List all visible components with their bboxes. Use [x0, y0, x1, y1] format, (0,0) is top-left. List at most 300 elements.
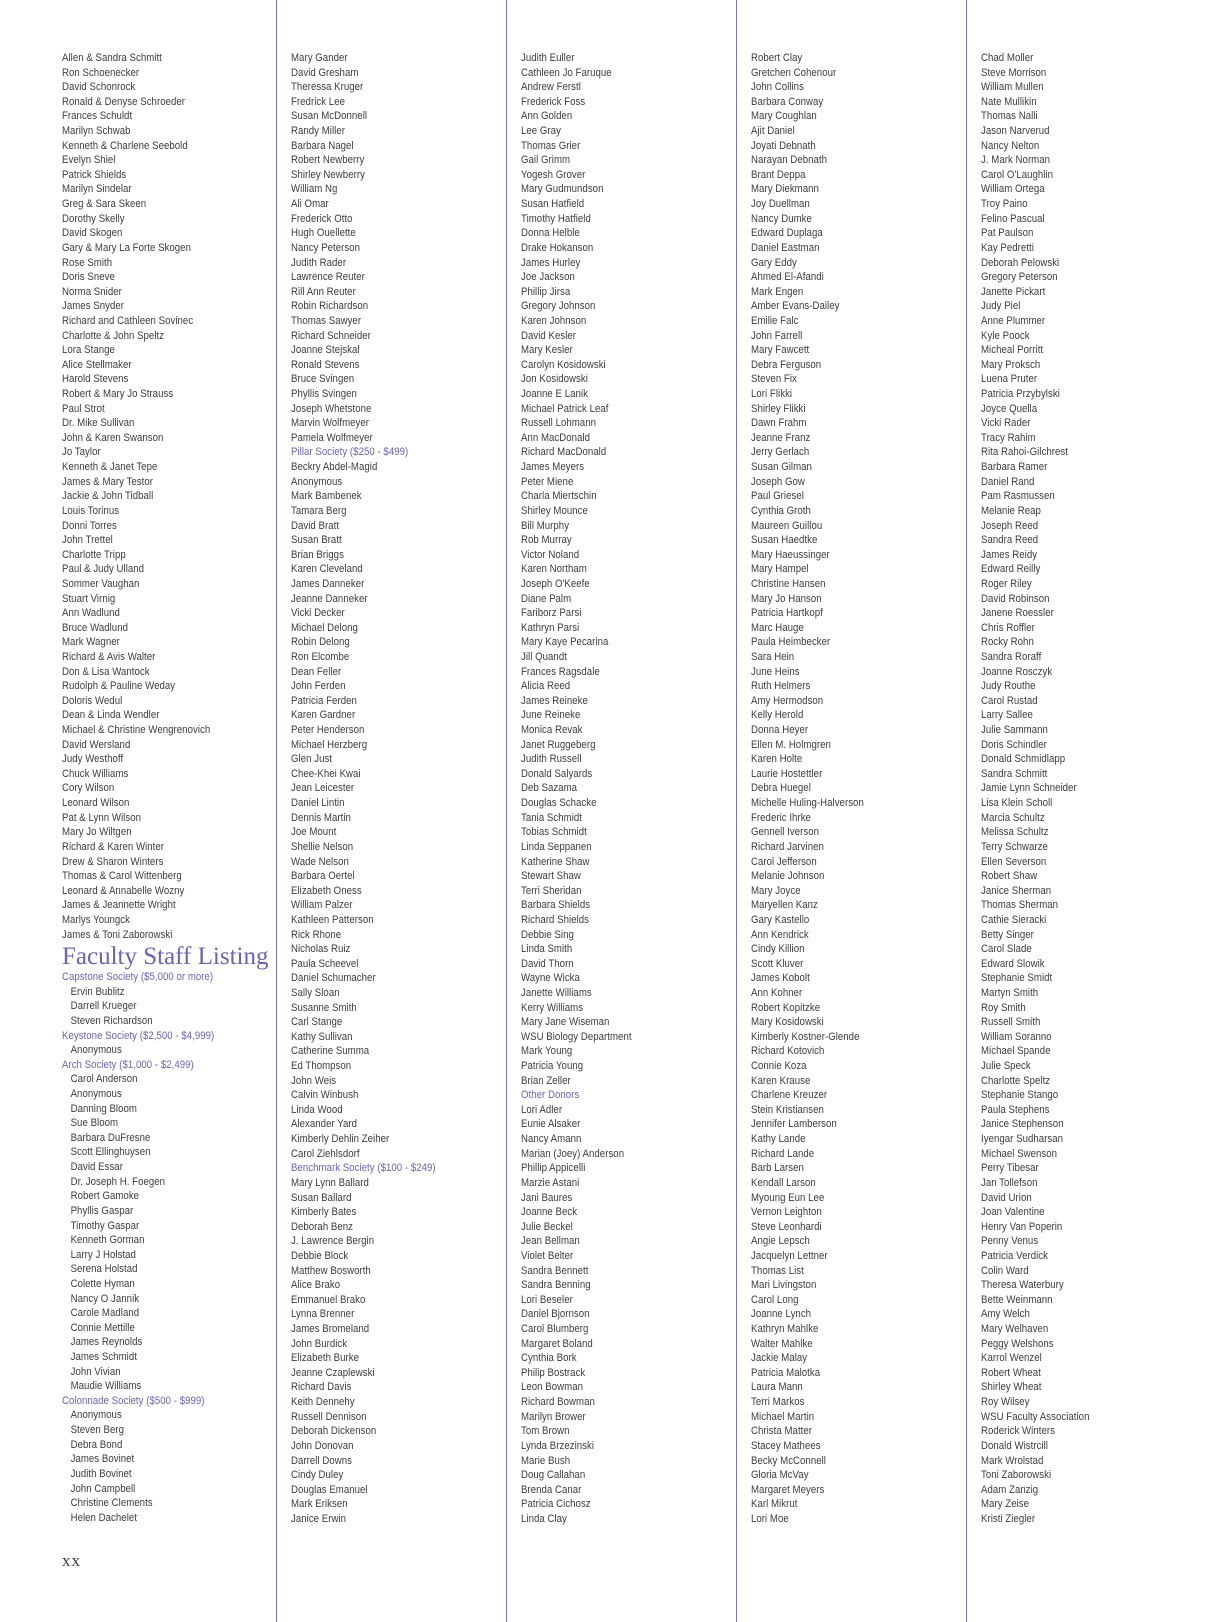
donor-name: Michael Martin — [751, 1410, 815, 1423]
donor-name: June Heins — [751, 665, 800, 678]
donor-name: Joe Jackson — [521, 271, 575, 284]
donor-name: Michael & Christine Wengrenovich — [62, 724, 211, 737]
donor-name: James Meyers — [521, 461, 585, 474]
donor-name: Anonymous — [70, 1409, 122, 1422]
donor-name: Nancy Dumke — [751, 212, 812, 225]
donor-name: Timothy Gaspar — [70, 1219, 140, 1232]
donor-name: Pat Paulson — [981, 227, 1034, 240]
donor-name: Wayne Wicka — [521, 972, 580, 985]
donor-name: Robert Wheat — [981, 1366, 1041, 1379]
donor-name: Robert Kopitzke — [751, 1001, 821, 1014]
donor-name: Terry Schwarze — [981, 840, 1048, 853]
donor-name: Bette Weinmann — [981, 1293, 1053, 1306]
donor-name: Susan Ballard — [291, 1191, 352, 1204]
donor-name: Jan Tollefson — [981, 1176, 1038, 1189]
donor-name: Carol Blumberg — [521, 1323, 589, 1336]
donor-name: Jean Bellman — [521, 1235, 580, 1248]
donor-name: Lori Flikki — [751, 388, 793, 401]
donor-name: Julie Speck — [981, 1060, 1031, 1073]
donor-name: Ann Wadlund — [62, 607, 120, 620]
donor-name: Darrell Downs — [291, 1454, 352, 1467]
donor-name: Mary Coughlan — [751, 110, 817, 123]
column-divider — [736, 0, 737, 1622]
donor-name: Charlotte Tripp — [62, 548, 126, 561]
donor-name: Don & Lisa Wantock — [62, 665, 150, 678]
donor-name: Douglas Emanuel — [291, 1483, 368, 1496]
donor-name: Larry Sallee — [981, 709, 1033, 722]
donor-name: Robert Gamoke — [70, 1190, 140, 1203]
donor-name: Lori Moe — [751, 1512, 789, 1525]
donor-name: Calvin Winbush — [291, 1089, 359, 1102]
donor-name: Ann MacDonald — [521, 431, 591, 444]
donor-name: Nicholas Ruiz — [291, 943, 351, 956]
donor-name: Dr. Mike Sullivan — [62, 417, 135, 430]
donor-name: Elizabeth Burke — [291, 1352, 360, 1365]
donor-name: Chee-Khei Kwai — [291, 767, 361, 780]
donor-name: Donna Heyer — [751, 724, 809, 737]
donor-name: Larry J Holstad — [70, 1248, 136, 1261]
donor-name: Kenneth & Charlene Seebold — [62, 139, 188, 152]
donor-name: Ron Elcombe — [291, 650, 350, 663]
donor-name: Robert Newberry — [291, 154, 365, 167]
donor-name: Cory Wilson — [62, 782, 115, 795]
donor-name: John & Karen Swanson — [62, 431, 164, 444]
donor-name: Mary Jo Wiltgen — [62, 826, 132, 839]
donor-name: Amy Welch — [981, 1308, 1030, 1321]
donor-name: David Essar — [70, 1161, 123, 1174]
donor-name: Mary Proksch — [981, 358, 1041, 371]
donor-name: Kathy Sullivan — [291, 1030, 353, 1043]
donor-name: Maureen Guillou — [751, 519, 823, 532]
donor-name: Janice Sherman — [981, 884, 1052, 897]
donor-name: Michael Herzberg — [291, 738, 368, 751]
donor-name: Ann Golden — [521, 110, 573, 123]
donor-name: Pat & Lynn Wilson — [62, 811, 141, 824]
donor-name: Janice Erwin — [291, 1512, 347, 1525]
donor-name: Shirley Mounce — [521, 504, 588, 517]
donor-column-4 — [751, 51, 966, 1527]
donor-name: Mark Young — [521, 1045, 573, 1058]
donor-name: Sara Hein — [751, 650, 795, 663]
donor-name: Julie Sammann — [981, 724, 1048, 737]
donor-name: Dawn Frahm — [751, 417, 807, 430]
donor-name: John Vivian — [70, 1365, 121, 1378]
donor-name: James Reynolds — [70, 1336, 143, 1349]
donor-name: Jason Narverud — [981, 125, 1050, 138]
donor-name: Keith Dennehy — [291, 1396, 355, 1409]
donor-name: Jeanne Danneker — [291, 592, 368, 605]
donor-column-1 — [62, 51, 277, 1525]
donor-name: Carolyn Kosidowski — [521, 358, 606, 371]
donor-name: Roderick Winters — [981, 1425, 1055, 1438]
donor-name: Steve Morrison — [981, 66, 1047, 79]
donor-name: Philip Bostrack — [521, 1366, 586, 1379]
donor-name: James Bromeland — [291, 1323, 370, 1336]
donor-name: Carol Jefferson — [751, 855, 817, 868]
donor-name: Joseph Whetstone — [291, 402, 372, 415]
donor-name: Julie Beckel — [521, 1220, 573, 1233]
donor-name: Rill Ann Reuter — [291, 285, 356, 298]
donor-name: Dorothy Skelly — [62, 212, 125, 225]
donor-name: William Soranno — [981, 1030, 1052, 1043]
donor-name: Chad Moller — [981, 52, 1034, 64]
donor-name: Mari Livingston — [751, 1279, 817, 1292]
donor-name: Marcia Schultz — [981, 811, 1045, 824]
donor-name: Russell Dennison — [291, 1410, 367, 1423]
donor-name: Lawrence Reuter — [291, 271, 365, 284]
donor-name: John Collins — [751, 81, 804, 94]
donor-name: Cindy Killion — [751, 943, 805, 956]
donor-name: Nancy Nelton — [981, 139, 1040, 152]
donor-name: Frederick Otto — [291, 212, 353, 225]
donor-name: John Ferden — [291, 680, 346, 693]
donor-name: Sandra Bennett — [521, 1264, 589, 1277]
society-heading: Pillar Society ($250 - $499) — [291, 446, 409, 459]
donor-name: Karen Holte — [751, 753, 803, 766]
donor-name: Daniel Eastman — [751, 241, 820, 254]
donor-name: Brenda Canar — [521, 1483, 582, 1496]
donor-name: Kathryn Mahlke — [751, 1323, 819, 1336]
donor-name: Thomas Grier — [521, 139, 581, 152]
donor-name: Marilyn Schwab — [62, 125, 131, 138]
donor-name: John Farrell — [751, 329, 803, 342]
donor-name: Phillip Appicelli — [521, 1162, 586, 1175]
donor-name: Scott Ellinghuysen — [70, 1146, 151, 1159]
donor-name: Michael Delong — [291, 621, 358, 634]
donor-name: Helen Dachelet — [70, 1511, 137, 1524]
donor-name: Janet Ruggeberg — [521, 738, 596, 751]
donor-name: Brant Deppa — [751, 168, 806, 181]
donor-name: John Donovan — [291, 1439, 354, 1452]
donor-name: Tom Brown — [521, 1425, 570, 1438]
donor-name: Margaret Boland — [521, 1337, 593, 1350]
donor-name: Barbara Ramer — [981, 461, 1048, 474]
donor-name: Donna Helble — [521, 227, 580, 240]
donor-name: Chris Roffler — [981, 621, 1035, 634]
donor-name: Deb Sazama — [521, 782, 578, 795]
donor-name: Carol Rustad — [981, 694, 1038, 707]
donor-name: Laura Mann — [751, 1381, 803, 1394]
donor-name: Doris Sneve — [62, 271, 115, 284]
donor-name: Judy Piel — [981, 300, 1021, 313]
donor-name: Ann Kohner — [751, 987, 803, 999]
donor-name: Judith Russell — [521, 753, 582, 766]
donor-name: Greg & Sara Skeen — [62, 198, 147, 211]
donor-name: Debbie Sing — [521, 928, 574, 941]
donor-name: Lori Beseler — [521, 1293, 573, 1306]
donor-name: Louis Torinus — [62, 504, 120, 517]
donor-name: Cynthia Bork — [521, 1352, 577, 1365]
donor-name: Ali Omar — [291, 198, 329, 211]
donor-name: Ron Schoenecker — [62, 66, 140, 79]
donor-name: Luena Pruter — [981, 373, 1038, 386]
donor-name: Peter Miene — [521, 475, 574, 488]
donor-name: Charlene Kreuzer — [751, 1089, 828, 1102]
donor-name: Daniel Rand — [981, 475, 1035, 488]
donor-column-2 — [291, 51, 506, 1527]
page-number: xx — [62, 1551, 81, 1570]
donor-name: Nancy Peterson — [291, 241, 361, 254]
donor-name: Jani Baures — [521, 1191, 573, 1204]
donor-name: J. Mark Norman — [981, 154, 1051, 167]
donor-name: James Schmidt — [70, 1351, 137, 1364]
donor-name: Mark Engen — [751, 285, 804, 298]
donor-name: Sandra Schmitt — [981, 767, 1048, 780]
donor-name: Steven Fix — [751, 373, 797, 386]
donor-name: Mark Wrolstad — [981, 1454, 1044, 1467]
donor-name: Sandra Roraff — [981, 650, 1042, 663]
donor-name: Alexander Yard — [291, 1118, 358, 1131]
donor-name: Charlotte Speltz — [981, 1074, 1051, 1087]
donor-column-3 — [521, 51, 736, 1527]
donor-name: Melanie Reap — [981, 504, 1041, 517]
donor-name: Catherine Summa — [291, 1045, 370, 1058]
donor-name: Rob Murray — [521, 534, 572, 547]
donor-name: John Burdick — [291, 1337, 348, 1350]
donor-name: Pamela Wolfmeyer — [291, 431, 373, 444]
donor-name: Stewart Shaw — [521, 870, 581, 883]
donor-name: Richard MacDonald — [521, 446, 607, 459]
donor-name: David Thorn — [521, 957, 574, 970]
donor-name: Alice Stellmaker — [62, 358, 132, 371]
donor-name: Karen Johnson — [521, 314, 587, 327]
donor-name: Richard & Avis Walter — [62, 650, 156, 663]
donor-name: Joanne Beck — [521, 1206, 578, 1219]
donor-name: Michael Patrick Leaf — [521, 402, 609, 415]
donor-name: Allen & Sandra Schmitt — [62, 52, 162, 64]
donor-name: Gary Eddy — [751, 256, 797, 269]
donor-name: Jeanne Franz — [751, 431, 811, 444]
donor-name: Paul Strot — [62, 402, 105, 415]
donor-name: Jackie Malay — [751, 1352, 808, 1365]
donor-name: Patricia Przybylski — [981, 388, 1060, 401]
donor-name: Christine Hansen — [751, 577, 826, 590]
donor-name: Ronald & Denyse Schroeder — [62, 95, 186, 108]
donor-name: Joan Valentine — [981, 1206, 1045, 1219]
donor-name: Robin Delong — [291, 636, 350, 649]
donor-name: Adam Zanzig — [981, 1483, 1039, 1496]
donor-name: Vicki Rader — [981, 417, 1031, 430]
donor-name: Mary Jo Hanson — [751, 592, 822, 605]
donor-name: Thomas Sawyer — [291, 314, 362, 327]
donor-name: Lynda Brzezinski — [521, 1439, 595, 1452]
donor-name: Thomas & Carol Wittenberg — [62, 870, 182, 883]
donor-name: Carol Ziehlsdorf — [291, 1147, 360, 1160]
donor-name: Judith Rader — [291, 256, 347, 269]
donor-name: Tamara Berg — [291, 504, 347, 517]
donor-name: James Snyder — [62, 300, 125, 313]
donor-name: Karl Mikrut — [751, 1498, 798, 1511]
donor-name: Connie Koza — [751, 1060, 807, 1073]
donor-name: Stephanie Smidt — [981, 972, 1053, 985]
donor-name: Marilyn Brower — [521, 1410, 586, 1423]
donor-name: Jamie Lynn Schneider — [981, 782, 1077, 795]
donor-name: Jill Quandt — [521, 650, 567, 663]
donor-name: Leonard Wilson — [62, 797, 130, 810]
donor-name: David Gresham — [291, 66, 359, 79]
donor-name: Harold Stevens — [62, 373, 129, 386]
donor-name: Thomas Sherman — [981, 899, 1059, 912]
donor-name: Vernon Leighton — [751, 1206, 822, 1219]
donor-name: Ruth Helmers — [751, 680, 811, 693]
donor-name: Joy Duellman — [751, 198, 810, 211]
donor-name: Robert & Mary Jo Strauss — [62, 388, 174, 401]
donor-name: Roger Riley — [981, 577, 1032, 590]
donor-name: Gary Kastello — [751, 913, 810, 926]
donor-name: James & Toni Zaborowski — [62, 928, 173, 941]
donor-name: Rick Rhone — [291, 928, 342, 941]
society-heading: Arch Society ($1,000 - $2,499) — [62, 1058, 194, 1071]
donor-name: Joyati Debnath — [751, 139, 816, 152]
donor-name: Carol O'Laughlin — [981, 168, 1054, 181]
donor-name: John Weis — [291, 1074, 337, 1087]
donor-name: Maryellen Kanz — [751, 899, 818, 912]
donor-name: Vicki Decker — [291, 607, 345, 620]
donor-name: Donald Schmidlapp — [981, 753, 1066, 766]
donor-name: Phyllis Svingen — [291, 388, 357, 401]
donor-name: Marie Bush — [521, 1454, 571, 1467]
donor-name: Emilie Falc — [751, 314, 799, 327]
donor-name: Richard and Cathleen Sovinec — [62, 314, 194, 327]
donor-name: Margaret Meyers — [751, 1483, 825, 1496]
donor-name: Richard & Karen Winter — [62, 840, 165, 853]
donor-name: Joanne Lynch — [751, 1308, 812, 1321]
donor-name: Doris Schindler — [981, 738, 1047, 751]
donor-name: Phillip Jirsa — [521, 285, 571, 298]
donor-name: Kelly Herold — [751, 709, 804, 722]
donor-name: Colette Hyman — [70, 1277, 135, 1290]
donor-name: Gary & Mary La Forte Skogen — [62, 241, 191, 254]
donor-name: Susan McDonnell — [291, 110, 368, 123]
donor-name: Linda Wood — [291, 1103, 343, 1116]
donor-name: Dennis Martin — [291, 811, 351, 824]
donor-name: Robert Shaw — [981, 870, 1038, 883]
donor-name: Chuck Williams — [62, 767, 129, 780]
donor-name: Richard Lande — [751, 1147, 815, 1160]
donor-name: Russell Lohmann — [521, 417, 596, 430]
donor-name: Alice Brako — [291, 1279, 341, 1292]
donor-name: Mary Welhaven — [981, 1323, 1049, 1336]
donor-name: Walter Mahlke — [751, 1337, 813, 1350]
donor-name: Marian (Joey) Anderson — [521, 1147, 625, 1160]
donor-name: Mary Lynn Ballard — [291, 1176, 369, 1189]
donor-name: John Campbell — [70, 1482, 136, 1495]
donor-name: Cathleen Jo Faruque — [521, 66, 612, 79]
donor-name: Linda Smith — [521, 943, 573, 956]
donor-name: Robin Richardson — [291, 300, 369, 313]
donor-name: Donald Wistrcill — [981, 1439, 1048, 1452]
donor-name: Douglas Schacke — [521, 797, 597, 810]
donor-name: Linda Seppanen — [521, 840, 592, 853]
donor-name: Janette Williams — [521, 987, 592, 999]
donor-name: Deborah Pelowski — [981, 256, 1060, 269]
donor-name: Serena Holstad — [70, 1263, 138, 1276]
donor-name: Elizabeth Oness — [291, 884, 362, 897]
donor-name: Sommer Vaughan — [62, 577, 140, 590]
donor-name: William Ng — [291, 183, 338, 196]
donor-name: Cathie Sieracki — [981, 913, 1047, 926]
donor-name: Frances Ragsdale — [521, 665, 600, 678]
donor-name: James Reidy — [981, 548, 1038, 561]
donor-name: Janette Pickart — [981, 285, 1046, 298]
donor-name: Doloris Wedul — [62, 694, 123, 707]
donor-name: Micheal Porritt — [981, 344, 1044, 357]
donor-name: Carol Long — [751, 1293, 799, 1306]
donor-name: James & Mary Testor — [62, 475, 153, 488]
donor-name: Timothy Hatfield — [521, 212, 591, 225]
donor-name: Shirley Flikki — [751, 402, 806, 415]
donor-name: Ronald Stevens — [291, 358, 360, 371]
donor-name: Laurie Hostettler — [751, 767, 823, 780]
society-heading: Other Donors — [521, 1089, 580, 1102]
donor-name: Cindy Duley — [291, 1469, 344, 1482]
donor-name: Ervin Bublitz — [70, 985, 125, 998]
donor-name: Judy Westhoff — [62, 753, 124, 766]
donor-name: Barbara Nagel — [291, 139, 354, 152]
donor-name: Karen Northam — [521, 563, 587, 576]
donor-name: Glen Just — [291, 753, 333, 766]
donor-name: Melissa Schultz — [981, 826, 1049, 839]
donor-name: Stuart Virnig — [62, 592, 116, 605]
donor-name: Shirley Wheat — [981, 1381, 1042, 1394]
column-divider — [506, 0, 507, 1622]
donor-name: Marzie Astani — [521, 1176, 580, 1189]
donor-name: Penny Venus — [981, 1235, 1039, 1248]
donor-name: Rudolph & Pauline Weday — [62, 680, 176, 693]
donor-name: Hugh Ouellette — [291, 227, 356, 240]
donor-name: Janice Stephenson — [981, 1118, 1064, 1131]
donor-name: Jon Kosidowski — [521, 373, 588, 386]
donor-name: Joanne E Lanik — [521, 388, 588, 401]
donor-name: Stein Kristiansen — [751, 1103, 824, 1116]
donor-name: Amber Evans-Dailey — [751, 300, 840, 313]
donor-name: Brian Zeller — [521, 1074, 571, 1087]
donor-name: Edward Duplaga — [751, 227, 823, 240]
donor-name: Connie Mettille — [70, 1321, 135, 1334]
donor-name: Janene Roessler — [981, 607, 1054, 620]
donor-name: Kyle Poock — [981, 329, 1030, 342]
donor-name: Patricia Hartkopf — [751, 607, 823, 620]
donor-name: Mark Wagner — [62, 636, 120, 649]
donor-name: Dean & Linda Wendler — [62, 709, 160, 722]
donor-name: Felino Pascual — [981, 212, 1045, 225]
donor-name: Christine Clements — [70, 1497, 153, 1510]
donor-name: Judith Euller — [521, 52, 575, 64]
donor-name: Sandra Benning — [521, 1279, 591, 1292]
donor-name: Gretchen Cohenour — [751, 66, 837, 79]
donor-name: Joanne Stejskal — [291, 344, 360, 357]
donor-name: Stacey Mathees — [751, 1439, 821, 1452]
donor-name: Steven Berg — [70, 1424, 125, 1437]
donor-name: Lisa Klein Scholl — [981, 797, 1053, 810]
donor-name: WSU Faculty Association — [981, 1410, 1090, 1423]
society-heading: Capstone Society ($5,000 or more) — [62, 971, 214, 984]
donor-name: Donald Salyards — [521, 767, 593, 780]
section-title: Faculty Staff Listing — [62, 943, 269, 971]
donor-name: Deborah Benz — [291, 1220, 354, 1233]
donor-name: Susan Haedtke — [751, 534, 818, 547]
donor-name: Bruce Wadlund — [62, 621, 128, 634]
donor-name: Debra Bond — [70, 1438, 123, 1451]
donor-name: Ed Thompson — [291, 1060, 352, 1073]
donor-name: Mary Kaye Pecarina — [521, 636, 609, 649]
donor-name: David Schonrock — [62, 81, 136, 94]
donor-name: Amy Hermodson — [751, 694, 824, 707]
donor-name: Anne Plummer — [981, 314, 1046, 327]
donor-name: Susan Bratt — [291, 534, 342, 547]
donor-name: Tania Schmidt — [521, 811, 582, 824]
donor-name: Colin Ward — [981, 1264, 1029, 1277]
